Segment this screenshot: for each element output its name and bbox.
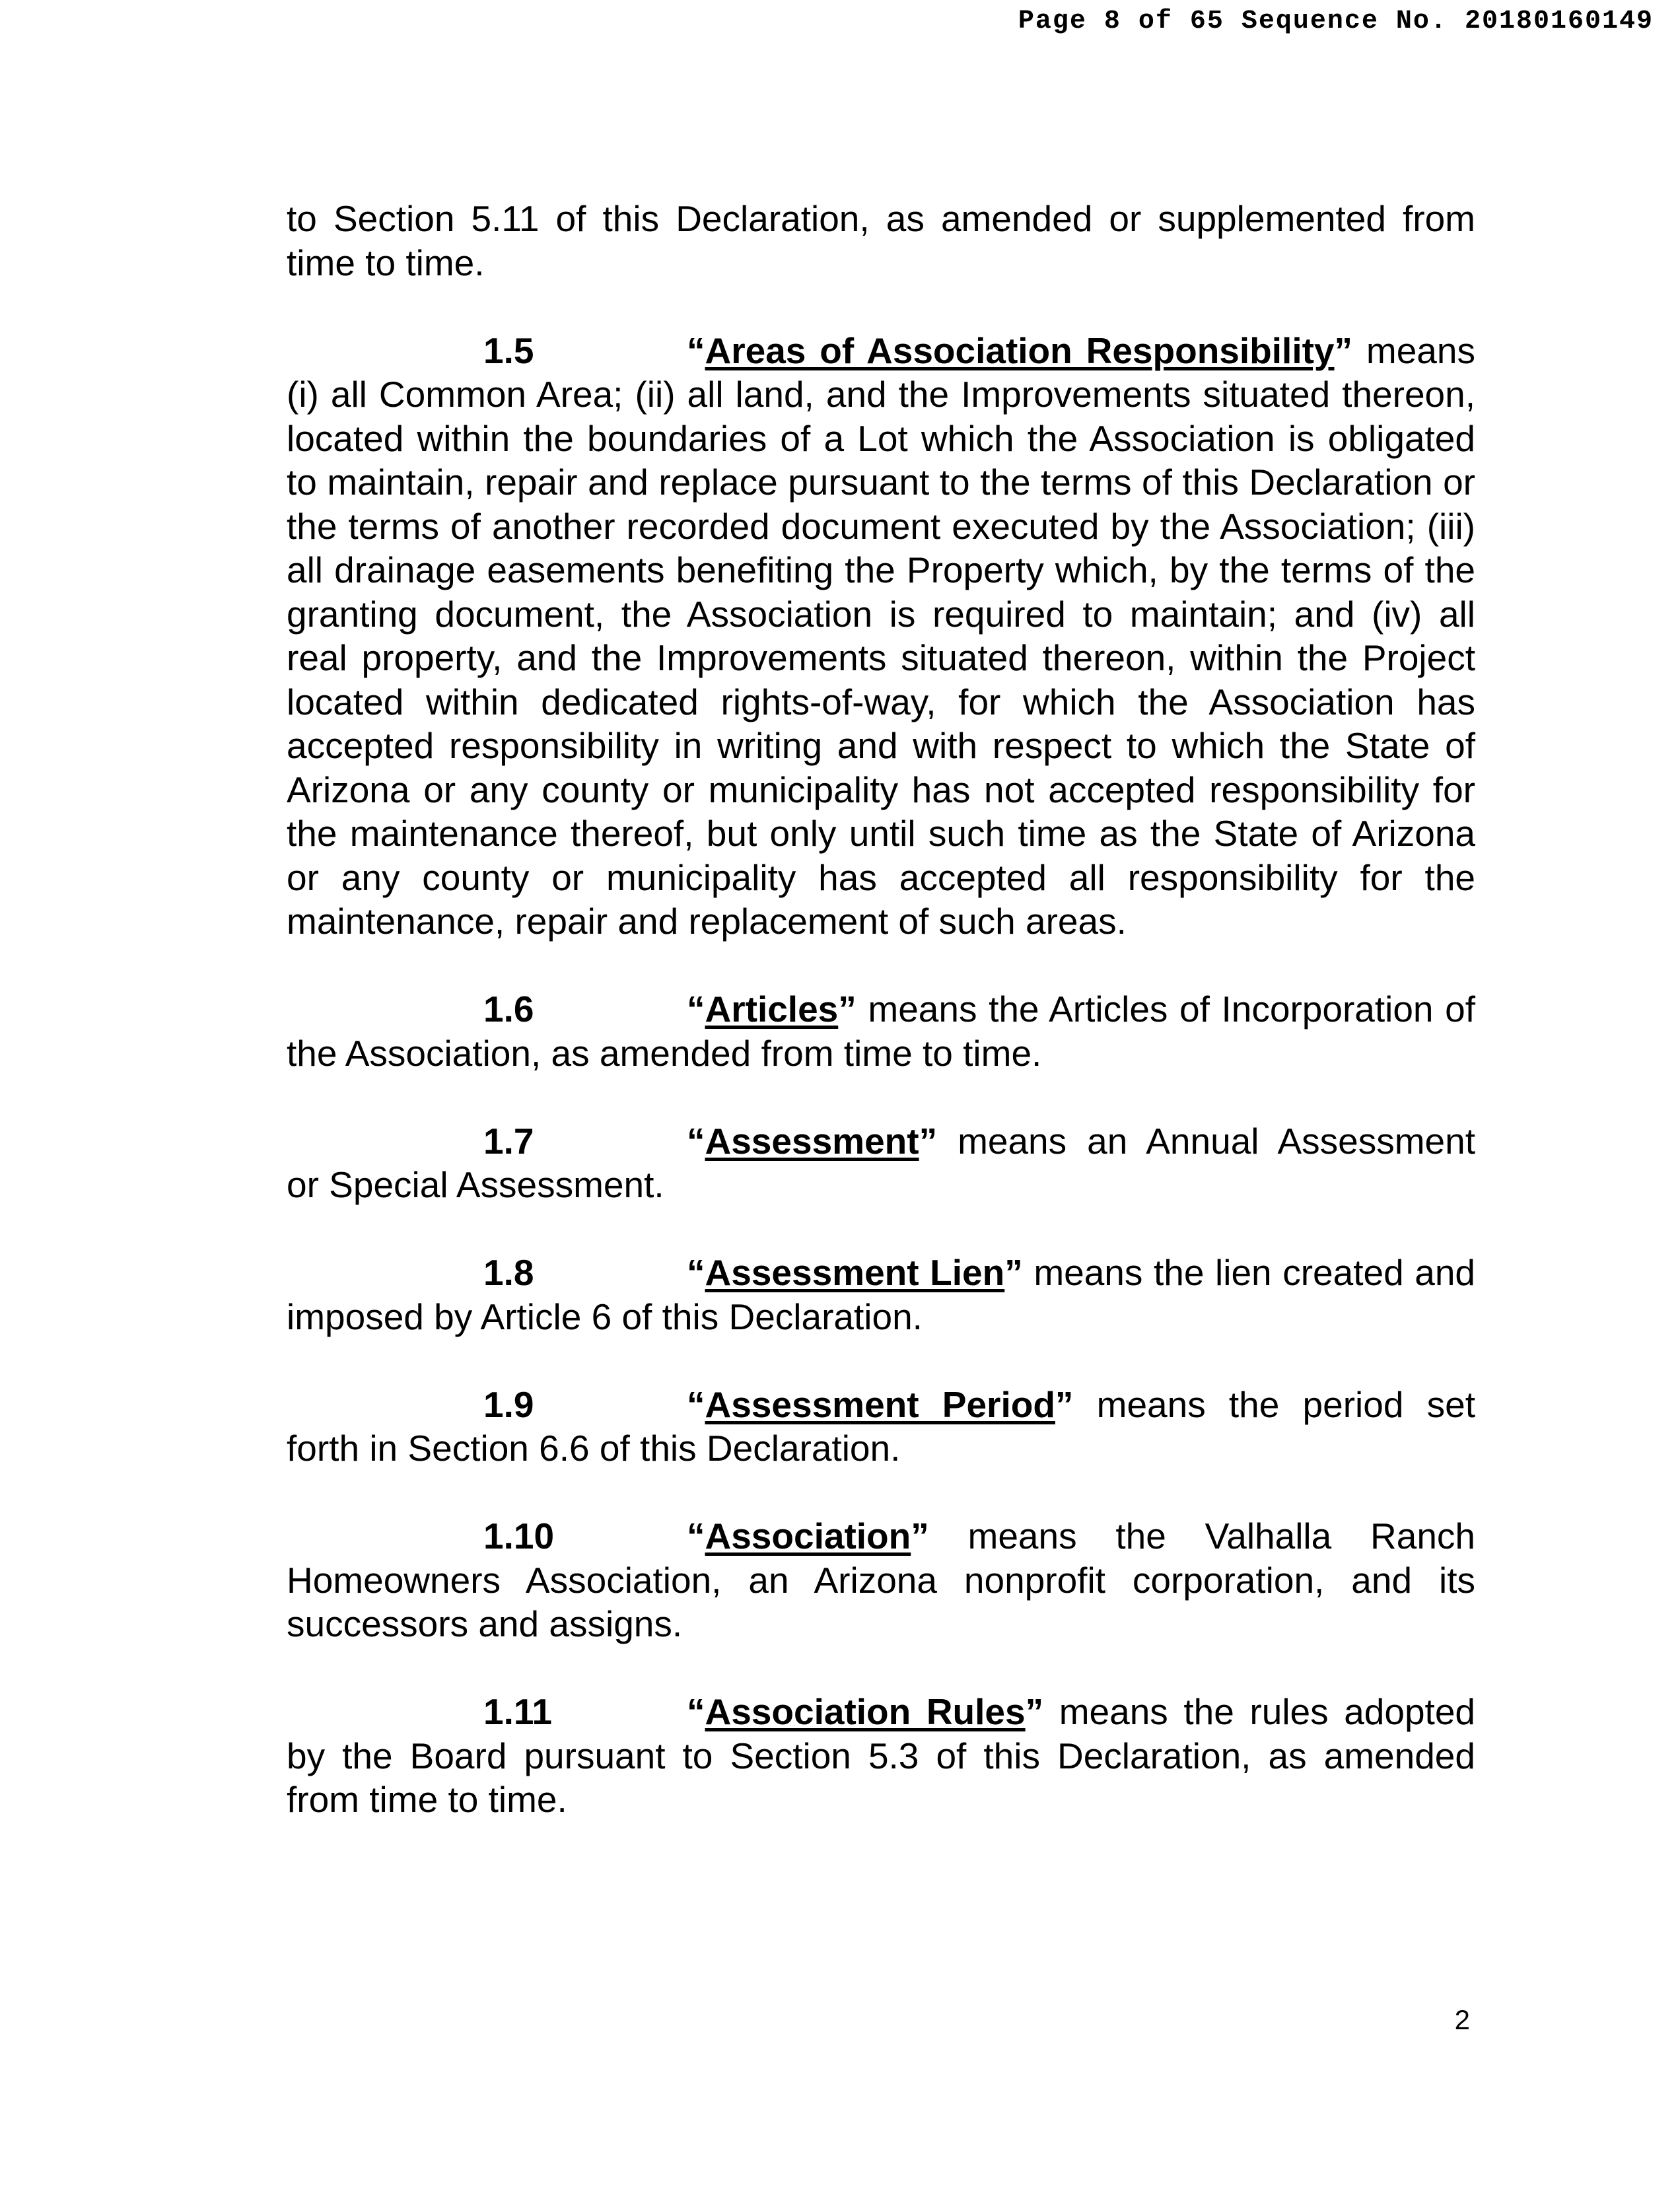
term-label: Areas of Association Responsibility (705, 330, 1335, 371)
document-body (287, 197, 1475, 1866)
section-number: 1.11 (483, 1691, 553, 1732)
section-number: 1.7 (483, 1120, 534, 1162)
defined-term: “Assessment Period” (687, 1383, 1074, 1425)
term-label: Articles (705, 989, 839, 1029)
defined-term: “Assessment Lien” (687, 1252, 1023, 1293)
definition-text: means the Articles of Incorporation of the Association, as amended from time to time. (287, 989, 1475, 1074)
term-label: Assessment Lien (705, 1252, 1005, 1293)
term-label: Association (705, 1516, 911, 1556)
section-number: 1.5 (483, 330, 534, 371)
defined-term: “Association” (687, 1516, 929, 1556)
section-number: 1.6 (483, 989, 534, 1029)
defined-term: “Areas of Association Responsibility” (687, 330, 1353, 371)
definition-text: means the period set forth in Section 6.6 of this Declaration. (287, 1383, 1476, 1469)
page-header: Page 8 of 65 Sequence No. 20180160149 (1018, 7, 1654, 36)
definition-1-6 (287, 987, 1475, 1075)
definition-text: means the lien created and imposed by Article 6 of this Declaration. (287, 1252, 1476, 1337)
definition-text: means the Valhalla Ranch Homeowners Association, an Arizona nonprofit corporation, and its successors and assigns. (287, 1516, 1475, 1644)
defined-term: “Association Rules” (687, 1691, 1044, 1732)
term-label: Assessment (705, 1120, 919, 1162)
definition-1-7 (287, 1119, 1475, 1207)
page-number: 2 (1454, 2004, 1470, 2035)
continuation-paragraph: to Section 5.11 of this Declaration, as amended or supplemented from time to time. (287, 198, 1475, 283)
definition-1-9 (287, 1383, 1475, 1471)
definition-text: means (i) all Common Area; (ii) all land, and the Improvements situated thereon, located within the boundaries of a Lot which the Association is obligated to maintain, repair and replace pursuant to the terms of this Declaration or the terms of another recorded document executed by the Association; (iii) all drainage easements benefiting the Property which, by the terms of the granting document, the Association is required to maintain; and (iv) all real property, and the Improvements situated thereon, within the Project located within dedicated rights-of-way, for which the Association has accepted responsibility in writing and with respect to which the State of Arizona or any county or municipality has not accepted responsibility for the maintenance thereof, but only until such time as the State of Arizona or any county or municipality has accepted all responsibility for the maintenance, repair and replacement of such areas. (287, 330, 1475, 942)
defined-term: “Articles” (687, 989, 857, 1029)
definition-text: means an Annual Assessment or Special Assessment. (287, 1120, 1475, 1205)
definition-1-8 (287, 1251, 1475, 1339)
definition-1-5 (287, 329, 1475, 944)
defined-term: “Assessment” (687, 1120, 938, 1162)
term-label: Assessment Period (705, 1383, 1055, 1425)
definition-text: means the rules adopted by the Board pursuant to Section 5.3 of this Declaration, as amended from time to time. (287, 1691, 1476, 1820)
section-number: 1.8 (483, 1252, 534, 1293)
definition-1-10 (287, 1514, 1475, 1646)
term-label: Association Rules (705, 1691, 1026, 1732)
section-number: 1.10 (483, 1516, 555, 1556)
definition-1-11 (287, 1690, 1475, 1822)
section-number: 1.9 (483, 1383, 534, 1425)
